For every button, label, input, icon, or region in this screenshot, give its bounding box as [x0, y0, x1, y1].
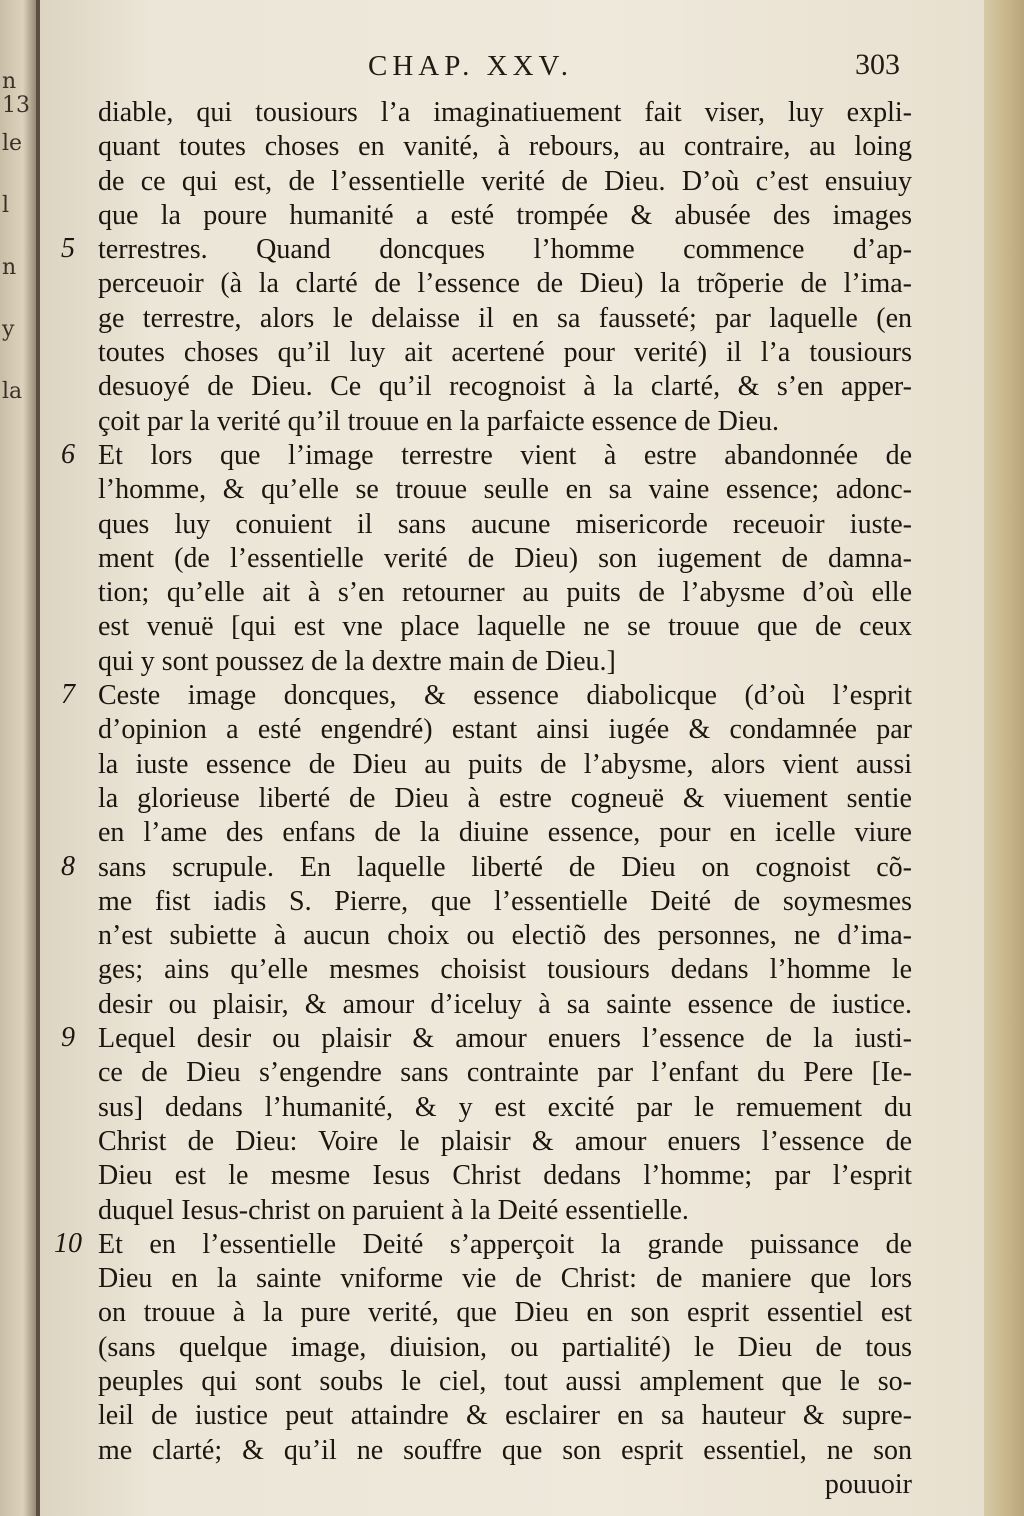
text-line: ge terrestre, alors le delaisse il en sa fausseté; par laquelle (en: [98, 302, 912, 334]
text-line: ce de Dieu s’engendre sans contrainte par l’enfant du Pere [Ie-: [98, 1057, 912, 1089]
text-line: est venuë [qui est vne place laquelle ne se trouue que de ceux: [98, 611, 912, 643]
text-block: [54, 96, 912, 1502]
facing-page-fragment: le: [2, 131, 23, 156]
text-line: peuples qui sont soubs le ciel, tout aussi amplement que le so-: [98, 1365, 912, 1397]
text-line: çoit par la verité qu’il trouue en la parfaicte essence de Dieu.: [98, 405, 780, 437]
text-line: (sans quelque image, diuision, ou partialité) le Dieu de tous: [98, 1331, 912, 1363]
text-line: tion; qu’elle ait à s’en retourner au puits de l’abysme d’où elle: [98, 577, 912, 609]
text-line: quant toutes choses en vanité, à rebours, au contraire, au loing: [98, 131, 912, 163]
text-line: ges; ains qu’elle mesmes choisist tousiours dedans l’homme le: [98, 954, 912, 986]
text-line: ment (de l’essentielle verité de Dieu) son iugement de damna-: [98, 542, 912, 574]
book-page: [40, 0, 984, 1516]
text-line: Dieu est le mesme Iesus Christ dedans l’homme; par l’esprit: [98, 1160, 912, 1192]
margin-verse-number: 8: [61, 850, 75, 882]
text-line: sus] dedans l’humanité, & y est excité par le remuement du: [98, 1091, 912, 1123]
text-line: en l’ame des enfans de la diuine essence, pour en icelle viure: [98, 817, 912, 849]
text-line: desuoyé de Dieu. Ce qu’il recognoist à la clarté, & s’en apper-: [98, 371, 912, 403]
text-line: Dieu en la sainte vniforme vie de Christ: de maniere que lors: [98, 1263, 912, 1295]
running-head: CHAP. XXV.: [368, 50, 573, 82]
text-line: pouuoir: [824, 1468, 912, 1500]
text-line: leil de iustice peut attaindre & esclairer en sa hauteur & supre-: [98, 1400, 912, 1432]
text-line: Lequel desir ou plaisir & amour enuers l’essence de la iusti-: [98, 1023, 912, 1055]
facing-page-fragment: y: [2, 317, 15, 342]
text-line: que la poure humanité a esté trompée & abusée des images: [98, 199, 912, 231]
text-line: Et en l’essentielle Deité s’apperçoit la grande puissance de: [98, 1228, 912, 1260]
text-line: Ceste image doncques, & essence diabolicque (d’où l’esprit: [98, 680, 912, 712]
text-line: Et lors que l’image terrestre vient à estre abandonnée de: [98, 439, 912, 471]
text-line: la iuste essence de Dieu au puits de l’abysme, alors vient aussi: [98, 748, 912, 780]
text-line: me fist iadis S. Pierre, que l’essentielle Deité de soymesmes: [98, 885, 912, 917]
page-number: 303: [855, 48, 900, 81]
margin-verse-number: 7: [61, 679, 75, 711]
text-line: terrestres. Quand doncques l’homme commence d’ap-: [98, 234, 912, 266]
text-line: perceuoir (à la clarté de l’essence de Dieu) la trõperie de l’ima-: [98, 268, 912, 300]
text-line: la glorieuse liberté de Dieu à estre cogneuë & viuement sentie: [98, 782, 912, 814]
text-line: diable, qui tousiours l’a imaginatiuement fait viser, luy expli-: [98, 97, 912, 128]
text-line: duquel Iesus-christ on paruient à la Deité essentielle.: [98, 1194, 689, 1226]
facing-page-fragment: la: [2, 379, 23, 404]
text-line: sans scrupule. En laquelle liberté de Dieu on cognoist cõ-: [98, 851, 912, 883]
text-line: qui y sont poussez de la dextre main de Dieu.]: [98, 645, 616, 677]
facing-page-fragment: n 13: [2, 69, 30, 119]
margin-verse-number: 5: [61, 233, 75, 265]
text-line: me clarté; & qu’il ne souffre que son esprit essentiel, ne son: [98, 1434, 912, 1466]
text-line: ques luy conuient il sans aucune misericorde receuoir iuste-: [98, 508, 912, 540]
text-line: desir ou plaisir, & amour d’iceluy à sa sainte essence de iustice.: [98, 988, 912, 1020]
text-line: on trouue à la pure verité, que Dieu en son esprit essentiel est: [98, 1297, 912, 1329]
facing-page-fragment: n: [2, 255, 17, 280]
text-line: l’homme, & qu’elle se trouue seulle en sa vaine essence; adonc-: [98, 474, 912, 506]
margin-verse-number: 6: [61, 439, 75, 470]
text-line: de ce qui est, de l’essentielle verité de Dieu. D’où c’est ensuiuy: [98, 165, 912, 197]
text-line: n’est subiette à aucun choix ou electiõ des personnes, ne d’ima-: [98, 920, 912, 952]
text-line: toutes choses qu’il luy ait acertené pour verité) il l’a tousiours: [98, 337, 912, 369]
text-line: Christ de Dieu: Voire le plaisir & amour enuers l’essence de: [98, 1125, 912, 1157]
facing-page-fragments: [2, 70, 34, 442]
margin-verse-number: 10: [54, 1227, 82, 1259]
text-line: d’opinion a esté engendré) estant ainsi iugée & condamnée par: [98, 714, 912, 746]
page-header: [40, 50, 984, 90]
facing-page-edge: [0, 0, 38, 1516]
facing-page-fragment: l: [2, 193, 10, 218]
page-fore-edge: [984, 0, 1024, 1516]
margin-verse-number: 9: [61, 1022, 75, 1054]
